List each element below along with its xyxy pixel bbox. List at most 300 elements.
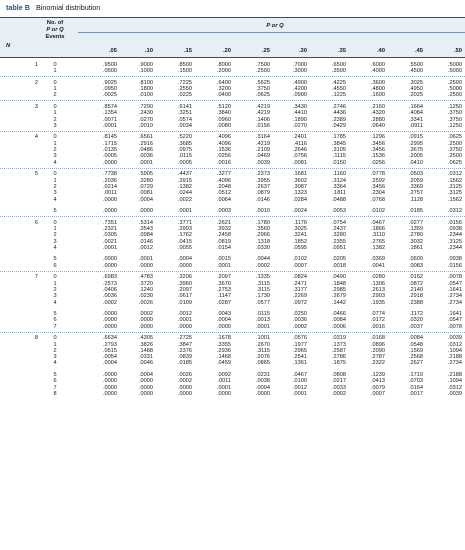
probability-cell: .3164 xyxy=(256,134,270,141)
probability-cell: .1890 xyxy=(293,116,307,123)
probability-cell: .3670 xyxy=(217,280,231,287)
probability-cell: .0000 xyxy=(103,378,117,385)
probability-cell: .0003 xyxy=(217,208,231,215)
probability-cell: .0001 xyxy=(178,208,192,215)
probability-cell: .0156 xyxy=(256,122,270,129)
probability-cell: .0017 xyxy=(409,390,423,397)
probability-cell: .1762 xyxy=(178,232,192,239)
probability-cell: .2746 xyxy=(332,104,346,110)
probability-cell: .3750 xyxy=(448,116,462,123)
probability-cell: .0000 xyxy=(103,323,117,330)
probability-cell: .1730 xyxy=(256,293,270,300)
probability-cell: .3560 xyxy=(256,225,270,232)
probability-cell: .2995 xyxy=(409,140,423,147)
events-value: 2 xyxy=(53,147,57,154)
probability-cell: .2097 xyxy=(178,286,192,293)
probability-cell: .0022 xyxy=(178,196,192,203)
probability-cell: .1977 xyxy=(293,341,307,348)
probability-cell: .3430 xyxy=(293,104,307,110)
probability-cell: .0547 xyxy=(448,280,462,287)
probability-cell: .1442 xyxy=(332,299,346,306)
probability-cell: .0006 xyxy=(332,323,346,330)
probability-cell: .0001 xyxy=(139,256,153,263)
probability-cell: .4096 xyxy=(217,134,231,141)
probability-cell: .0896 xyxy=(371,341,385,348)
probability-cell: .1935 xyxy=(371,299,385,306)
probability-cell: .3840 xyxy=(217,110,231,117)
group-separator xyxy=(0,76,465,77)
probability-cell: .0146 xyxy=(256,196,270,203)
probability-cell: .0015 xyxy=(217,256,231,263)
probability-cell: .3110 xyxy=(371,232,385,239)
group-separator xyxy=(0,131,465,132)
probability-cell: .0012 xyxy=(293,384,307,391)
probability-cell: .0640 xyxy=(371,122,385,129)
p-header-9: .50 xyxy=(453,48,462,54)
probability-cell: .0256 xyxy=(217,153,231,160)
probability-cell: .1600 xyxy=(371,92,385,99)
probability-cell: .0490 xyxy=(332,274,346,281)
probability-cell: .2389 xyxy=(332,116,346,123)
probability-cell: .0016 xyxy=(371,323,385,330)
probability-cell: .0808 xyxy=(332,372,346,378)
probability-cell: .2880 xyxy=(371,116,385,123)
probability-cell: .3456 xyxy=(371,140,385,147)
probability-cell: .0001 xyxy=(293,390,307,397)
probability-cell: .0467 xyxy=(293,372,307,378)
probability-cell: .3341 xyxy=(409,116,423,123)
probability-cell: .3955 xyxy=(256,177,270,184)
probability-cell: .1536 xyxy=(217,147,231,154)
probability-cell: .0000 xyxy=(103,311,117,318)
probability-cell: .1785 xyxy=(332,134,346,141)
probability-cell: .1875 xyxy=(332,360,346,367)
probability-cell: .2188 xyxy=(448,372,462,378)
probability-cell: .3675 xyxy=(409,147,423,154)
probability-cell: .1172 xyxy=(409,311,423,318)
probability-cell: .1240 xyxy=(139,286,153,293)
probability-cell: .0469 xyxy=(256,153,270,160)
probability-cell: .0467 xyxy=(371,219,385,226)
probability-cell: .3771 xyxy=(178,219,192,226)
probability-cell: .3369 xyxy=(409,183,423,190)
probability-cell: .2188 xyxy=(448,354,462,361)
probability-cell: .2966 xyxy=(256,232,270,239)
p-header-2: .15 xyxy=(183,48,192,54)
probability-cell: .3177 xyxy=(293,286,307,293)
probability-cell: .3456 xyxy=(371,147,385,154)
probability-cell: .0012 xyxy=(178,311,192,318)
probability-cell: .0280 xyxy=(371,274,385,281)
probability-cell: .3993 xyxy=(178,225,192,232)
probability-cell: .1569 xyxy=(409,347,423,354)
probability-cell: .0819 xyxy=(217,238,231,245)
probability-cell: .2376 xyxy=(178,347,192,354)
events-value: 7 xyxy=(53,323,57,330)
probability-cell: .0000 xyxy=(178,384,192,391)
probability-cell: .0000 xyxy=(139,262,153,269)
probability-cell: .0000 xyxy=(103,208,117,215)
probability-cell: .2916 xyxy=(139,140,153,147)
probability-cell: .2734 xyxy=(448,299,462,306)
probability-cell: .0000 xyxy=(178,262,192,269)
probability-cell: .7500 xyxy=(256,62,270,68)
probability-cell: .1468 xyxy=(217,354,231,361)
probability-cell: .1719 xyxy=(409,372,423,378)
probability-cell: .4000 xyxy=(371,68,385,75)
probability-cell: .1406 xyxy=(256,116,270,123)
probability-cell: .0000 xyxy=(139,390,153,397)
probability-cell: .0576 xyxy=(293,335,307,342)
header-band xyxy=(0,17,465,57)
probability-cell: .1715 xyxy=(103,140,117,147)
probability-cell: .3456 xyxy=(371,183,385,190)
probability-cell: .2787 xyxy=(371,354,385,361)
probability-cell: .1641 xyxy=(448,311,462,318)
probability-cell: .0413 xyxy=(371,378,385,385)
probability-cell: .1800 xyxy=(139,86,153,93)
probability-cell: .0256 xyxy=(371,159,385,166)
probability-cell: .2903 xyxy=(371,293,385,300)
probability-cell: .3355 xyxy=(217,341,231,348)
probability-cell: .0000 xyxy=(217,390,231,397)
probability-cell: .0938 xyxy=(448,256,462,263)
probability-cell: .1536 xyxy=(371,153,385,160)
probability-cell: .0004 xyxy=(139,372,153,378)
probability-cell: .1094 xyxy=(448,347,462,354)
probability-cell: .0115 xyxy=(256,311,270,318)
probability-cell: .4900 xyxy=(293,79,307,86)
probability-cell: .1848 xyxy=(332,280,346,287)
probability-cell: .9025 xyxy=(103,79,117,86)
probability-cell: .0024 xyxy=(293,208,307,215)
probability-cell: .2918 xyxy=(409,293,423,300)
probability-cell: .3750 xyxy=(448,110,462,117)
table-label: table B xyxy=(6,3,30,12)
probability-cell: .2355 xyxy=(332,238,346,245)
probability-cell: .0150 xyxy=(332,159,346,166)
probability-cell: .0768 xyxy=(371,196,385,203)
probability-cell: .0512 xyxy=(217,190,231,197)
probability-cell: .2322 xyxy=(371,360,385,367)
events-value: 2 xyxy=(53,183,57,190)
probability-cell: .0033 xyxy=(332,384,346,391)
probability-cell: .8000 xyxy=(217,62,231,68)
probability-cell: .1373 xyxy=(332,341,346,348)
probability-cell: .0001 xyxy=(178,317,192,324)
events-value: 5 xyxy=(53,256,57,263)
probability-cell: .0950 xyxy=(103,86,117,93)
probability-cell: .2437 xyxy=(332,225,346,232)
probability-cell: .1160 xyxy=(332,171,346,178)
probability-cell: .0046 xyxy=(139,360,153,367)
probability-cell: .1001 xyxy=(256,335,270,342)
probability-cell: .4219 xyxy=(256,110,270,117)
probability-cell: .0100 xyxy=(139,92,153,99)
probability-cell: .2344 xyxy=(448,244,462,251)
probability-cell: .2401 xyxy=(293,134,307,141)
probability-cell: .0164 xyxy=(409,384,423,391)
probability-cell: .2458 xyxy=(217,232,231,239)
probability-cell: .4320 xyxy=(371,110,385,117)
probability-cell: .3960 xyxy=(178,280,192,287)
probability-cell: .0000 xyxy=(139,208,153,215)
probability-cell: .0960 xyxy=(217,116,231,123)
probability-cell: .2500 xyxy=(448,79,462,86)
probability-cell: .0320 xyxy=(409,317,423,324)
events-value: 3 xyxy=(53,190,57,197)
group-separator xyxy=(0,332,465,333)
events-value: 8 xyxy=(53,390,57,397)
probability-cell: .0000 xyxy=(256,390,270,397)
probability-cell: .3847 xyxy=(178,341,192,348)
probability-cell: .0270 xyxy=(139,116,153,123)
p-header-5: .30 xyxy=(298,48,307,54)
events-value: 3 xyxy=(53,293,57,300)
probability-cell: .1306 xyxy=(371,280,385,287)
probability-cell: .1000 xyxy=(139,68,153,75)
probability-cell: .2780 xyxy=(409,232,423,239)
probability-cell: .3364 xyxy=(332,183,346,190)
probability-cell: .0617 xyxy=(178,293,192,300)
events-value: 5 xyxy=(53,372,57,378)
probability-cell: .0625 xyxy=(448,159,462,166)
probability-cell: .1500 xyxy=(178,68,192,75)
probability-cell: .0011 xyxy=(217,378,231,385)
probability-cell: .0081 xyxy=(139,190,153,197)
n-value: 7 xyxy=(34,274,38,281)
p-header-6: .35 xyxy=(337,48,346,54)
probability-cell: .4950 xyxy=(409,86,423,93)
probability-cell: .0039 xyxy=(256,159,270,166)
probability-cell: .5500 xyxy=(409,62,423,68)
probability-cell: .1354 xyxy=(103,110,117,117)
probability-cell: .0244 xyxy=(178,190,192,197)
probability-cell: .0081 xyxy=(293,159,307,166)
probability-cell: .0839 xyxy=(178,354,192,361)
probability-cell: .0011 xyxy=(103,190,117,197)
probability-cell: .0729 xyxy=(139,183,153,190)
probability-cell: .1488 xyxy=(139,347,153,354)
probability-cell: .0429 xyxy=(332,122,346,129)
events-header-line1: No. of xyxy=(46,20,64,26)
probability-cell: .4800 xyxy=(371,86,385,93)
events-value: 0 xyxy=(53,274,57,281)
probability-cell: .0021 xyxy=(103,238,117,245)
probability-cell: .0915 xyxy=(409,134,423,141)
probability-cell: .0900 xyxy=(293,92,307,99)
probability-cell: .2160 xyxy=(371,104,385,110)
probability-cell: .0013 xyxy=(256,317,270,324)
probability-cell: .3826 xyxy=(139,341,153,348)
probability-cell: .1562 xyxy=(448,177,462,184)
probability-cell: .6634 xyxy=(103,335,117,342)
probability-cell: .0001 xyxy=(256,323,270,330)
probability-cell: .2734 xyxy=(448,293,462,300)
n-column-header: N xyxy=(6,43,11,49)
probability-cell: .0754 xyxy=(332,219,346,226)
probability-cell: .6400 xyxy=(217,79,231,86)
probability-cell: .0041 xyxy=(371,262,385,269)
probability-cell: .1382 xyxy=(371,244,385,251)
probability-cell: .0064 xyxy=(217,196,231,203)
probability-cell: .0000 xyxy=(139,323,153,330)
probability-cell: .0115 xyxy=(178,153,192,160)
events-value: 1 xyxy=(53,225,57,232)
group-separator xyxy=(0,168,465,169)
probability-cell: .0102 xyxy=(371,208,385,215)
probability-cell: .1225 xyxy=(332,92,346,99)
probability-cell: .0312 xyxy=(448,208,462,215)
probability-cell: .0135 xyxy=(103,147,117,154)
events-value: 2 xyxy=(53,116,57,123)
probability-cell: .4219 xyxy=(256,140,270,147)
probability-cell: .0007 xyxy=(293,262,307,269)
probability-cell: .0034 xyxy=(178,122,192,129)
probability-cell: .3685 xyxy=(178,140,192,147)
probability-cell: .0284 xyxy=(293,196,307,203)
probability-cell: .2025 xyxy=(409,92,423,99)
probability-cell: .2097 xyxy=(217,274,231,281)
probability-cell: .0225 xyxy=(178,92,192,99)
probability-cell: .0312 xyxy=(448,171,462,178)
probability-cell: .0109 xyxy=(178,299,192,306)
events-value: 4 xyxy=(53,196,57,203)
n-value: 8 xyxy=(34,335,38,342)
events-value: 1 xyxy=(53,280,57,287)
probability-cell: .0005 xyxy=(178,159,192,166)
probability-cell: .0879 xyxy=(256,190,270,197)
probability-cell: .7000 xyxy=(293,62,307,68)
p-header-7: .40 xyxy=(376,48,385,54)
probability-cell: .0044 xyxy=(256,256,270,263)
probability-cell: .0036 xyxy=(293,317,307,324)
probability-cell: .2550 xyxy=(178,86,192,93)
probability-cell: .2005 xyxy=(409,153,423,160)
probability-cell: .0625 xyxy=(256,92,270,99)
probability-cell: .0146 xyxy=(139,238,153,245)
probability-cell: .2048 xyxy=(217,183,231,190)
probability-cell: .0036 xyxy=(139,153,153,160)
probability-cell: .0319 xyxy=(332,335,346,342)
probability-cell: .0054 xyxy=(103,354,117,361)
probability-cell: .3025 xyxy=(409,79,423,86)
probability-cell: .0872 xyxy=(409,280,423,287)
probability-cell: .7738 xyxy=(103,171,117,178)
probability-cell: .0774 xyxy=(371,311,385,318)
probability-cell: .4410 xyxy=(293,110,307,117)
probability-cell: .4219 xyxy=(256,104,270,110)
probability-cell: .3500 xyxy=(332,68,346,75)
probability-cell: .2430 xyxy=(139,110,153,117)
events-value: 1 xyxy=(53,110,57,117)
probability-cell: .0466 xyxy=(332,311,346,318)
events-value: 5 xyxy=(53,311,57,318)
probability-cell: .4200 xyxy=(293,86,307,93)
probability-cell: .1664 xyxy=(409,104,423,110)
probability-cell: .0168 xyxy=(371,335,385,342)
group-separator xyxy=(0,271,465,272)
probability-cell: .0039 xyxy=(448,390,462,397)
probability-cell: .2500 xyxy=(448,140,462,147)
probability-cell: .2568 xyxy=(409,354,423,361)
probability-cell: .1147 xyxy=(217,293,231,300)
probability-cell: .0004 xyxy=(217,317,231,324)
events-value: 4 xyxy=(53,299,57,306)
probability-cell: .0330 xyxy=(256,244,270,251)
probability-cell: .0025 xyxy=(103,92,117,99)
probability-cell: .0001 xyxy=(217,384,231,391)
probability-cell: .0778 xyxy=(371,171,385,178)
probability-cell: .0010 xyxy=(256,208,270,215)
events-value: 4 xyxy=(53,159,57,166)
probability-cell: .0154 xyxy=(217,244,231,251)
probability-cell: .1176 xyxy=(293,219,307,226)
probability-cell: .0312 xyxy=(448,384,462,391)
probability-cell: .5220 xyxy=(178,134,192,141)
header-bottom-rule xyxy=(0,57,465,58)
probability-cell: .8145 xyxy=(103,134,117,141)
events-value: 0 xyxy=(53,79,57,86)
events-header-line3: Events xyxy=(45,34,65,40)
probability-cell: .0865 xyxy=(256,360,270,367)
events-value: 3 xyxy=(53,238,57,245)
probability-cell: .0000 xyxy=(103,262,117,269)
probability-cell: .1094 xyxy=(448,378,462,385)
probability-cell: .5120 xyxy=(217,104,231,110)
probability-cell: .3115 xyxy=(256,286,270,293)
probability-cell: .4305 xyxy=(139,335,153,342)
probability-cell: .0547 xyxy=(448,317,462,324)
probability-cell: .1318 xyxy=(256,238,270,245)
probability-cell: .0001 xyxy=(103,244,117,251)
probability-cell: .0002 xyxy=(178,378,192,385)
probability-cell: .0756 xyxy=(293,153,307,160)
group-separator xyxy=(0,100,465,101)
probability-cell: .0000 xyxy=(103,317,117,324)
probability-cell: .7351 xyxy=(103,219,117,226)
probability-cell: .0084 xyxy=(409,335,423,342)
probability-cell: .0000 xyxy=(178,390,192,397)
events-value: 1 xyxy=(53,341,57,348)
events-value: 7 xyxy=(53,384,57,391)
probability-cell: .0080 xyxy=(217,122,231,129)
probability-cell: .5625 xyxy=(256,79,270,86)
probability-cell: .0548 xyxy=(409,341,423,348)
probability-cell: .2965 xyxy=(293,347,307,354)
probability-cell: .1361 xyxy=(293,360,307,367)
probability-cell: .0975 xyxy=(178,147,192,154)
header-top-rule xyxy=(0,17,465,18)
probability-cell: .3200 xyxy=(217,86,231,93)
probability-cell: .0515 xyxy=(103,347,117,354)
probability-cell: .0000 xyxy=(103,159,117,166)
probability-cell: .0043 xyxy=(217,311,231,318)
probability-cell: .0000 xyxy=(217,323,231,330)
events-value: 6 xyxy=(53,317,57,324)
probability-cell: .0217 xyxy=(332,378,346,385)
events-value: 0 xyxy=(53,335,57,342)
probability-cell: .6000 xyxy=(371,62,385,68)
probability-cell: .0415 xyxy=(178,238,192,245)
probability-cell: .0102 xyxy=(293,256,307,263)
probability-cell: .4116 xyxy=(293,140,307,147)
probability-cell: .4084 xyxy=(409,110,423,117)
events-value: 0 xyxy=(53,171,57,178)
probability-cell: .1239 xyxy=(371,372,385,378)
probability-cell: .1250 xyxy=(448,104,462,110)
probability-cell: .2936 xyxy=(217,347,231,354)
